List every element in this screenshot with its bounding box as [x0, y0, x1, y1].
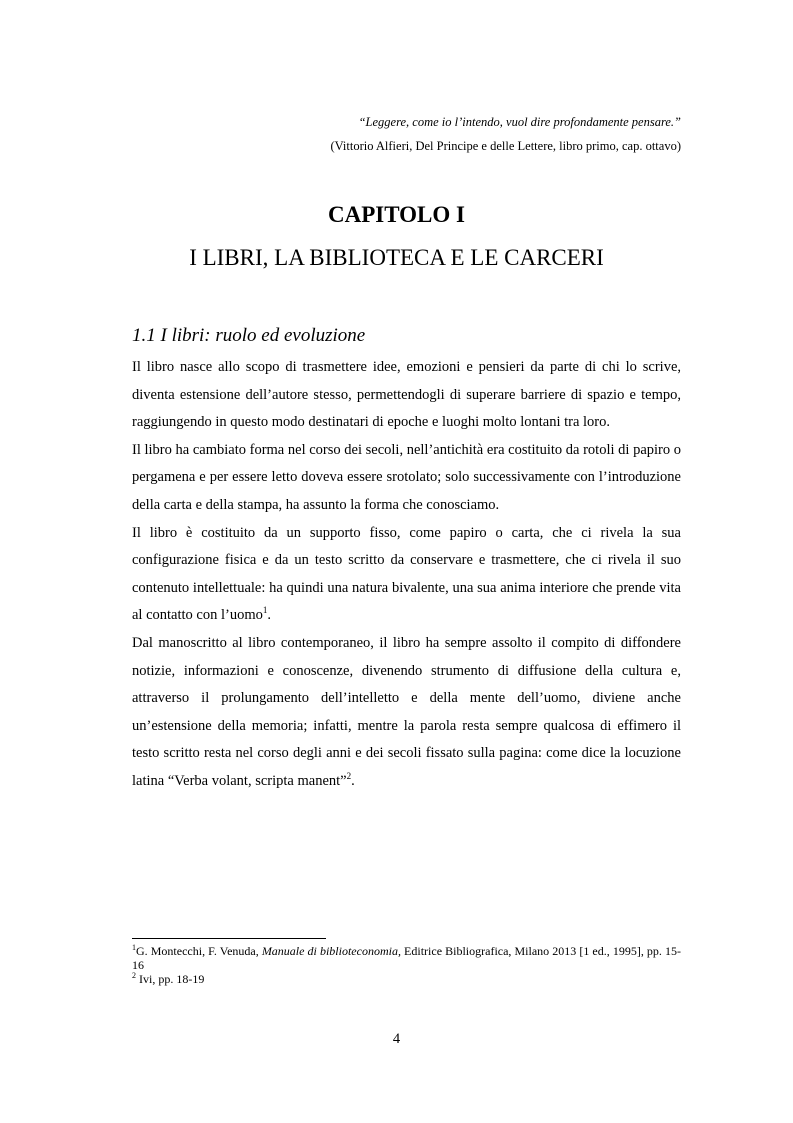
footnote-book-title: Manuale di biblioteconomia,	[261, 944, 401, 958]
paragraph-text: Il libro è costituito da un supporto fisso, come papiro o carta, che ci rivela la sua configurazione fisica e da un testo scritto da conservare e trasmettere, che ci rivela il suo contenuto intellettuale: ha quindi una natura bivalente, una sua anima interiore che prende vita al contatto con l’uomo	[132, 524, 681, 624]
paragraph-end: .	[351, 772, 355, 789]
section-heading: 1.1 I libri: ruolo ed evoluzione	[132, 325, 366, 346]
paragraph-end: .	[267, 607, 271, 624]
footnote-1	[132, 944, 681, 972]
footnote-marker: 1	[132, 943, 136, 952]
body-text	[132, 354, 681, 796]
paragraph-text: Il libro ha cambiato forma nel corso dei secoli, nell’antichità era costituito da rotoli di papiro o pergamena e per essere letto doveva essere srotolato; solo successivamente con l’introduzione della carta e della stampa, ha assunto la forma che conosciamo.	[132, 441, 681, 513]
footnote-divider	[132, 938, 326, 939]
footnote-ref-1: 1	[262, 605, 268, 616]
epigraph-source: (Vittorio Alfieri, Del Principe e delle Lettere, libro primo, cap. ottavo)	[330, 139, 681, 153]
chapter-number: CAPITOLO I	[328, 202, 465, 227]
epigraph	[121, 112, 681, 156]
paragraph-4	[132, 630, 681, 796]
paragraph-text: Dal manoscritto al libro contemporaneo, il libro ha sempre assolto il compito di diffondere notizie, informazioni e conoscenze, divenendo strumento di diffusione della cultura e, attraverso il prolungamento dell’intelletto e della mente dell’uomo, diviene anche un’estensione della memoria; infatti, mentre la parola resta sempre qualcosa di effimero il testo scritto resta nel corso degli anni e dei secoli fissato sulla pagina: come dice la locuzione latina “Verba volant, scripta manent”	[132, 634, 681, 789]
footnote-2	[132, 972, 681, 986]
paragraph-3	[132, 520, 681, 630]
footnotes	[132, 944, 681, 986]
paragraph-2	[132, 437, 681, 520]
footnote-details: Ivi, pp. 18-19	[136, 972, 205, 986]
paragraph-text: Il libro nasce allo scopo di trasmettere idee, emozioni e pensieri da parte di chi lo scrive, diventa estensione dell’autore stesso, permettendogli di superare barriere di spazio e tempo, raggiungendo in questo modo destinatari di epoche e luoghi molto lontani tra loro.	[132, 359, 681, 431]
footnote-author: G. Montecchi, F. Venuda,	[136, 944, 262, 958]
footnote-ref-2: 2	[346, 771, 352, 782]
footnote-details: Editrice Bibliografica, Milano 2013 [1 ed., 1995], pp. 15-16	[132, 944, 681, 972]
epigraph-quote: “Leggere, come io l’intendo, vuol dire profondamente pensare.”	[358, 115, 681, 129]
page-number: 4	[392, 1031, 401, 1047]
chapter-title: I LIBRI, LA BIBLIOTECA E LE CARCERI	[189, 245, 604, 270]
footnote-marker: 2	[132, 971, 136, 980]
paragraph-1	[132, 354, 681, 437]
